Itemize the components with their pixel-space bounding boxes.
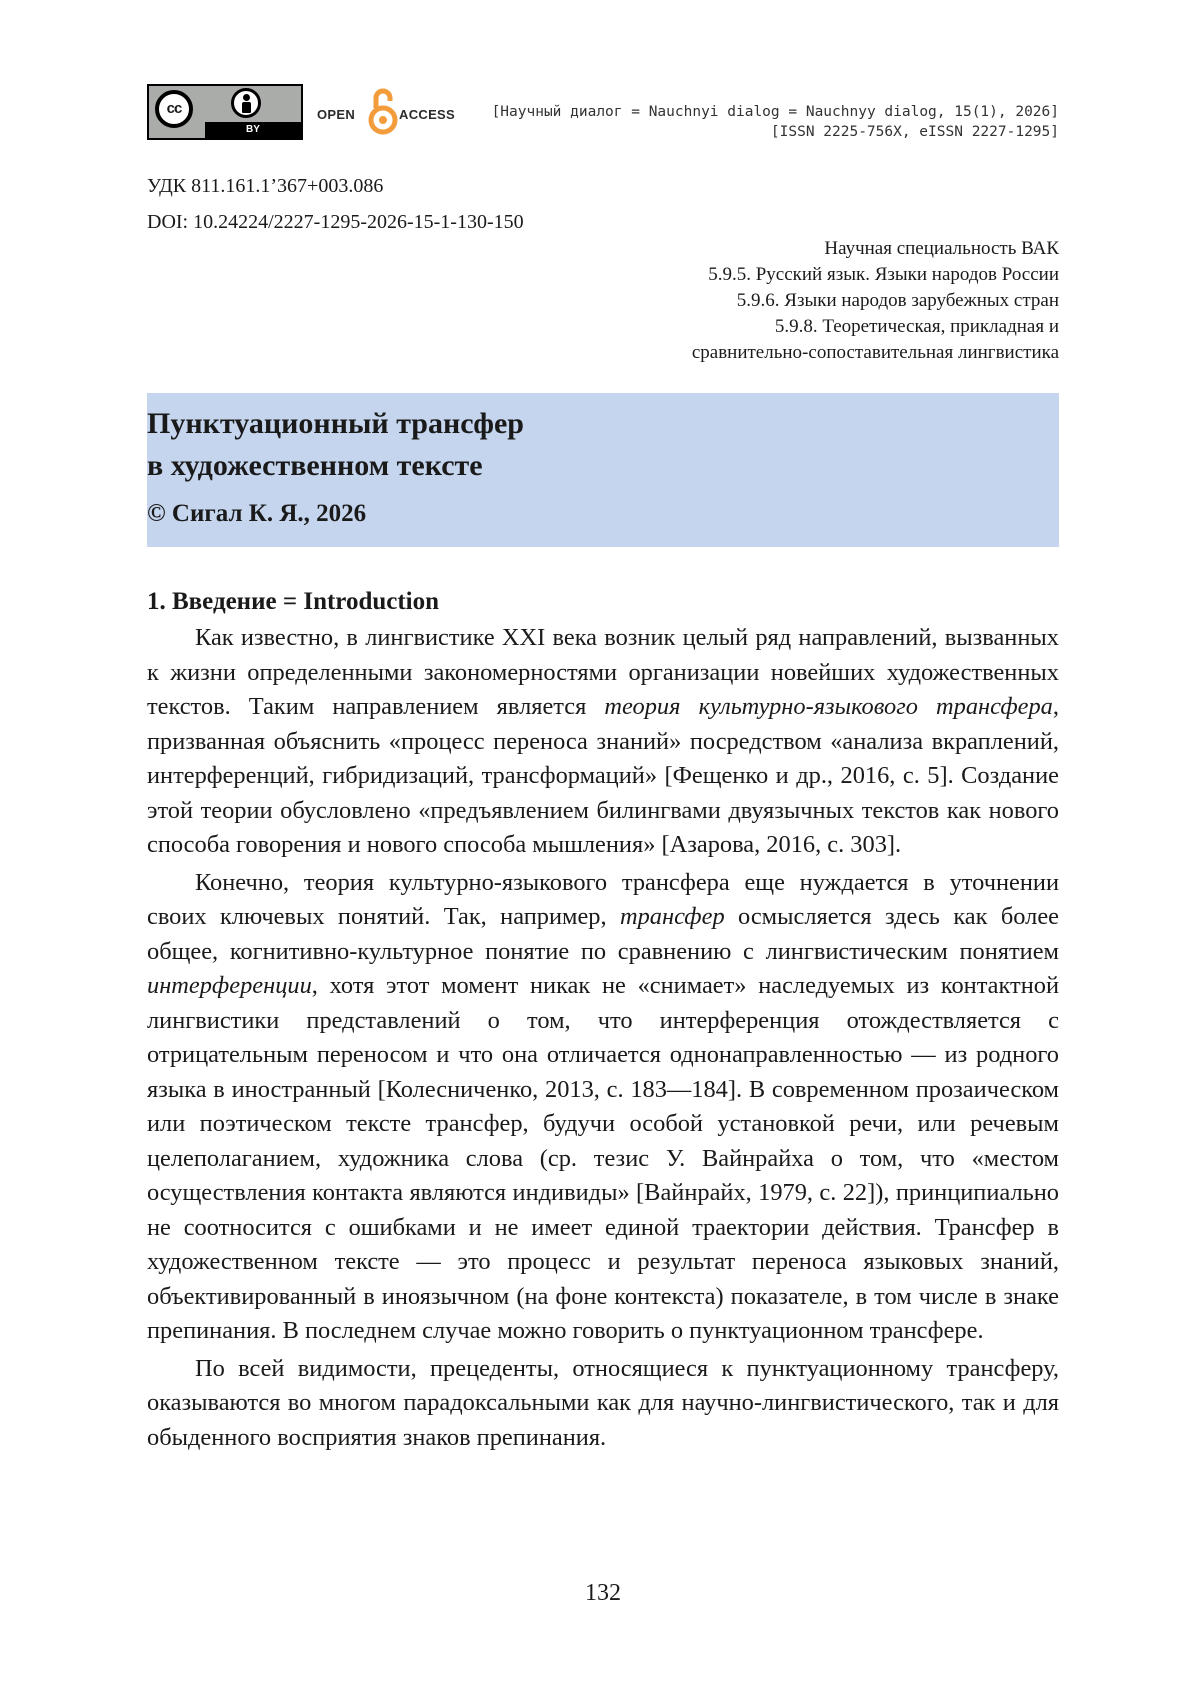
section-heading: 1. Введение = Introduction bbox=[147, 588, 440, 615]
specialty-line: сравнительно-сопоставительная лингвистика bbox=[691, 342, 1059, 363]
attribution-person-icon bbox=[231, 88, 261, 118]
open-access-access-label: ACCESS bbox=[399, 107, 455, 122]
journal-citation: [Научный диалог = Nauchnyi dialog = Nauchnyy dialog, 15(1), 2026] bbox=[491, 104, 1059, 120]
udk-code: УДК 811.161.1’367+003.086 bbox=[147, 175, 384, 197]
doi[interactable]: DOI: 10.24224/2227-1295-2026-15-1-130-150 bbox=[147, 211, 524, 233]
specialty-line: 5.9.5. Русский язык. Языки народов России bbox=[708, 264, 1059, 285]
specialty-line: 5.9.8. Теоретическая, прикладная и bbox=[774, 316, 1059, 337]
journal-issn: [ISSN 2225-756X, eISSN 2227-1295] bbox=[770, 124, 1059, 140]
paragraph bbox=[147, 1352, 1059, 1456]
page-number: 132 bbox=[585, 1580, 621, 1606]
title-line: в художественном тексте bbox=[147, 449, 483, 482]
vak-specialty bbox=[692, 236, 1059, 366]
paragraph bbox=[147, 866, 1059, 1349]
article-body bbox=[147, 621, 1059, 1455]
text-run: По всей видимости, прецеденты, относящиеся к пунктуационному трансферу, оказываются во многом парадоксальными как для научно-лингвистического, так и для обыденного восприятия знаков препинания. bbox=[147, 1354, 1059, 1451]
title-block bbox=[147, 393, 1059, 547]
text-run: , хотя этот момент никак не «снимает» наследуемых из контактной лингвистики представлений о том, что интерференция отождествляется с отрицательным переносом и что она отличается однонаправленностью — из родного языка в иностранный [Колесниченко, 2013, с. 183—184]. В современном прозаическом или поэтическом тексте трансфер, будучи особой установкой речи, или речевым целеполаганием, художника слова (ср. тезис У. Вайнрайха о том, что «местом осуществления контакта являются индивиды» [Вайнрайх, 1979, с. 22]), принципиально не соотносится с ошибками и не имеет единой траектории действия. Трансфер в художественном тексте — это процесс и результат переноса языковых знаний, объективированный в иноязычном (на фоне контекста) показателе, в том числе в знаке препинания. В последнем случае можно говорить о пунктуационном трансфере. bbox=[147, 972, 1059, 1344]
open-access-logo bbox=[317, 86, 467, 140]
text-run: Как известно, в лингвистике XXI века возник целый ряд направлений, вызванных к жизни определенными закономерностями организации новейших художественных текстов. Таким направлением является bbox=[147, 624, 1059, 720]
journal-reference bbox=[492, 102, 1059, 142]
article-title bbox=[147, 403, 524, 487]
text-run: осмысляется здесь как более общее, когнитивно-культурное понятие по сравнению с лингвистическим понятием bbox=[147, 903, 1059, 965]
open-access-open-label: OPEN bbox=[317, 107, 356, 122]
title-line: Пунктуационный трансфер bbox=[147, 407, 524, 440]
cc-icon: cc bbox=[155, 90, 193, 128]
author-copyright: © Сигал К. Я., 2026 bbox=[147, 500, 367, 527]
by-label: BY bbox=[205, 122, 301, 138]
cc-by-license-icon[interactable] bbox=[147, 84, 303, 140]
article-page bbox=[147, 0, 1059, 1703]
italic-term: теория культурно-языкового трансфера bbox=[604, 693, 1053, 720]
page-header bbox=[147, 84, 1059, 144]
paragraph bbox=[147, 621, 1059, 863]
italic-term: трансфер bbox=[619, 903, 725, 930]
specialty-heading: Научная специальность ВАК bbox=[824, 238, 1059, 259]
italic-term: интерференции bbox=[147, 972, 312, 999]
text-run: , призванная объяснить «процесс переноса знаний» посредством «анализа вкраплений, интерференций, гибридизаций, трансформаций» [Фещенко и др., 2016, с. 5]. Создание этой теории обусловлено «предъявлением билингвами двуязычных текстов как нового способа говорения и нового способа мышления» [Азарова, 2016, с. 303]. bbox=[147, 693, 1059, 858]
open-access-lock-icon bbox=[367, 86, 399, 136]
specialty-line: 5.9.6. Языки народов зарубежных стран bbox=[736, 290, 1059, 311]
text-run: Конечно, теория культурно-языкового трансфера еще нуждается в уточнении своих ключевых понятий. Так, например, bbox=[147, 868, 1059, 930]
